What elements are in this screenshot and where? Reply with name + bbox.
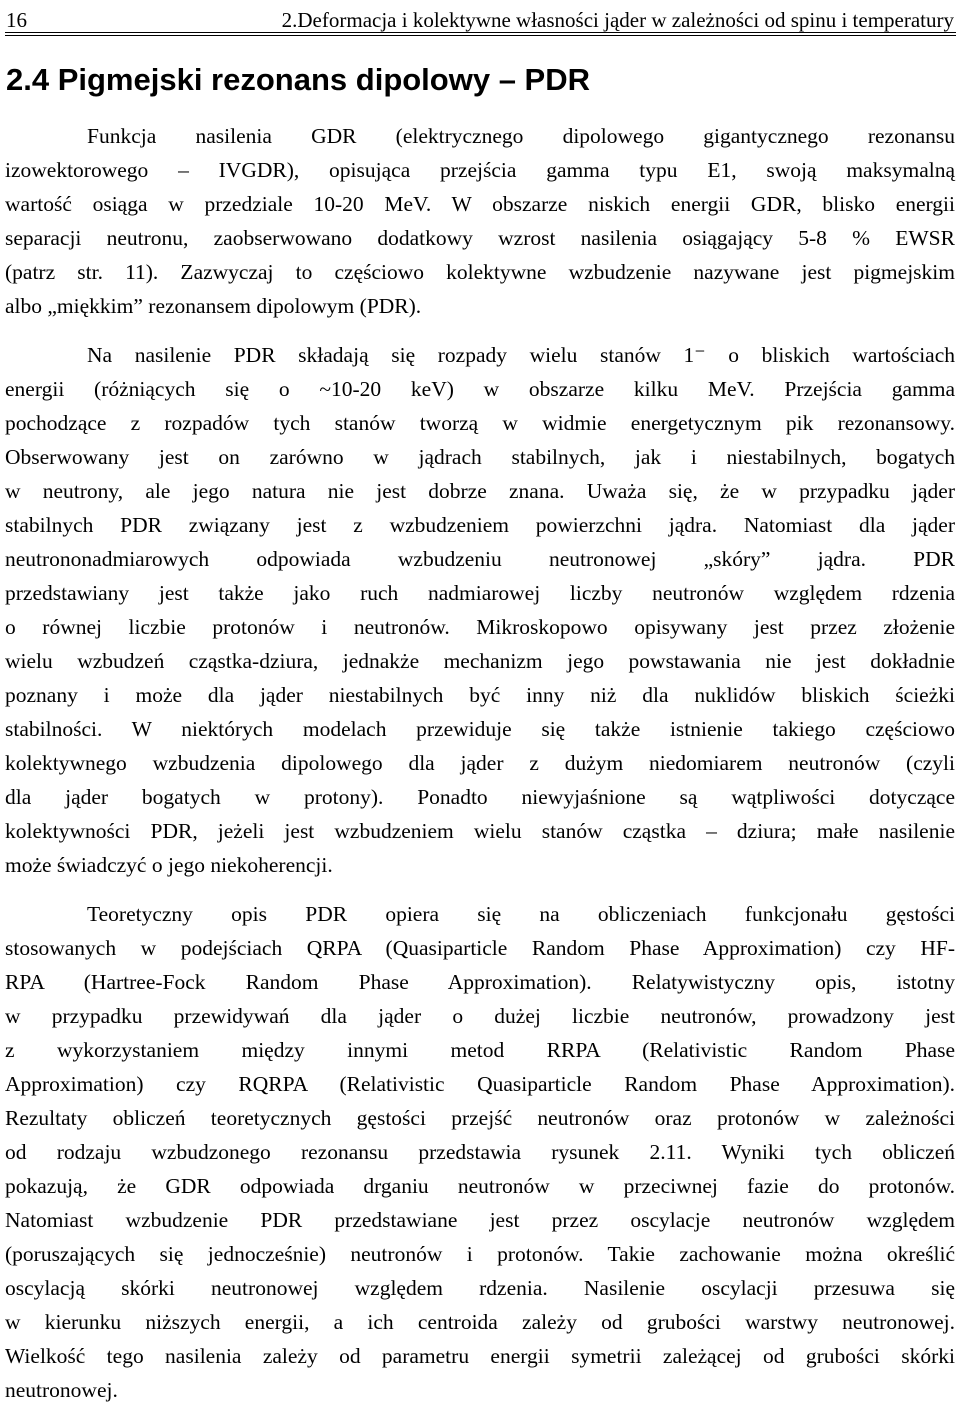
paragraph-line: kolektywnego wzbudzenia dipolowego dla jąder z dużym niedomiarem neutronów (czyli (5, 751, 955, 775)
paragraph-line: (patrz str. 11). Zazwyczaj to częściowo kolektywne wzbudzenie nazywane jest pigmejskim (5, 260, 955, 284)
page-number: 16 (6, 8, 27, 32)
paragraph-line: od rodzaju wzbudzonego rezonansu przedstawia rysunek 2.11. Wyniki tych obliczeń (5, 1140, 955, 1164)
header-rule (5, 32, 956, 36)
paragraph-line: separacji neutronu, zaobserwowano dodatkowy wzrost nasilenia osiągający 5-8 % EWSR (5, 226, 955, 250)
paragraph-line: Rezultaty obliczeń teoretycznych gęstości przejść neutronów oraz protonów w zależności (5, 1106, 955, 1130)
running-header (6, 0, 954, 32)
paragraph-line: Obserwowany jest on zarówno w jądrach stabilnych, jak i niestabilnych, bogatych (5, 445, 955, 469)
paragraph-line: może świadczyć o jego niekoherencji. (5, 853, 333, 877)
paragraph-line: Wielkość tego nasilenia zależy od parametru energii symetrii zależącej od grubości skórki (5, 1344, 955, 1368)
paragraph-line: kolektywności PDR, jeżeli jest wzbudzeniem wielu stanów cząstka – dziura; małe nasilenie (5, 819, 955, 843)
paragraph-line: izowektorowego – IVGDR), opisująca przejścia gamma typu E1, swoją maksymalną (5, 158, 955, 182)
paragraph-line: oscylacją skórki neutronowej względem rdzenia. Nasilenie oscylacji przesuwa się (5, 1276, 955, 1300)
paragraph-line: z wykorzystaniem między innymi metod RRPA (Relativistic Random Phase (5, 1038, 955, 1062)
paragraph-line: pokazują, że GDR odpowiada drganiu neutronów w przeciwnej fazie do protonów. (5, 1174, 955, 1198)
paragraph-1 (5, 119, 955, 323)
chapter-title: 2.Deformacja i kolektywne własności jąder w zależności od spinu i temperatury (281, 8, 954, 32)
paragraph-line: neutronowej. (5, 1378, 118, 1402)
paragraph-line: neutrononadmiarowych odpowiada wzbudzeniu neutronowej „skóry” jądra. PDR (5, 547, 955, 571)
paragraph-line: wielu wzbudzeń cząstka-dziura, jednakże mechanizm jego powstawania nie jest dokładnie (5, 649, 955, 673)
paragraph-line: stosowanych w podejściach QRPA (Quasiparticle Random Phase Approximation) czy HF- (5, 936, 955, 960)
section-title: 2.4 Pigmejski rezonans dipolowy – PDR (6, 62, 591, 97)
paragraph-line: albo „miękkim” rezonansem dipolowym (PDR). (5, 294, 422, 318)
paragraph-line: w przypadku przewidywań dla jąder o dużej liczbie neutronów, prowadzony jest (5, 1004, 955, 1028)
paragraph-line: stabilnych PDR związany jest z wzbudzeniem powierzchni jądra. Natomiast dla jąder (5, 513, 955, 537)
paragraph-line: o równej liczbie protonów i neutronów. Mikroskopowo opisywany jest przez złożenie (5, 615, 955, 639)
paragraph-line: Teoretyczny opis PDR opiera się na obliczeniach funkcjonału gęstości (87, 902, 955, 926)
paragraph-line: w neutrony, ale jego natura nie jest dobrze znana. Uważa się, że w przypadku jąder (5, 479, 955, 503)
paragraph-line: RPA (Hartree-Fock Random Phase Approximation). Relatywistyczny opis, istotny (5, 970, 955, 994)
paragraph-line: wartość osiąga w przedziale 10-20 MeV. W obszarze niskich energii GDR, blisko energii (5, 192, 955, 216)
paragraph-line: (poruszających się jednocześnie) neutronów i protonów. Takie zachowanie można określić (5, 1242, 955, 1266)
paragraph-line: Na nasilenie PDR składają się rozpady wielu stanów 1⁻ o bliskich wartościach (87, 343, 955, 367)
paragraph-line: Natomiast wzbudzenie PDR przedstawiane jest przez oscylacje neutronów względem (5, 1208, 955, 1232)
paragraph-line: energii (różniących się o ~10-20 keV) w obszarze kilku MeV. Przejścia gamma (5, 377, 955, 401)
paragraph-line: pochodzące z rozpadów tych stanów tworzą w widmie energetycznym pik rezonansowy. (5, 411, 955, 435)
paragraph-line: przedstawiany jest także jako ruch nadmiarowej liczby neutronów względem rdzenia (5, 581, 955, 605)
paragraph-3 (5, 897, 955, 1407)
paragraph-line: Approximation) czy RQRPA (Relativistic Quasiparticle Random Phase Approximation). (5, 1072, 955, 1096)
paragraph-2 (5, 338, 955, 882)
paragraph-line: poznany i może dla jąder niestabilnych być inny niż dla nuklidów bliskich ścieżki (5, 683, 955, 707)
paragraph-line: dla jąder bogatych w protony). Ponadto niewyjaśnione są wątpliwości dotyczące (5, 785, 955, 809)
paragraph-line: Funkcja nasilenia GDR (elektrycznego dipolowego gigantycznego rezonansu (87, 124, 955, 148)
paragraph-line: w kierunku niższych energii, a ich centroida zależy od grubości warstwy neutronowej. (5, 1310, 955, 1334)
paragraph-line: stabilności. W niektórych modelach przewiduje się także istnienie takiego częściowo (5, 717, 955, 741)
